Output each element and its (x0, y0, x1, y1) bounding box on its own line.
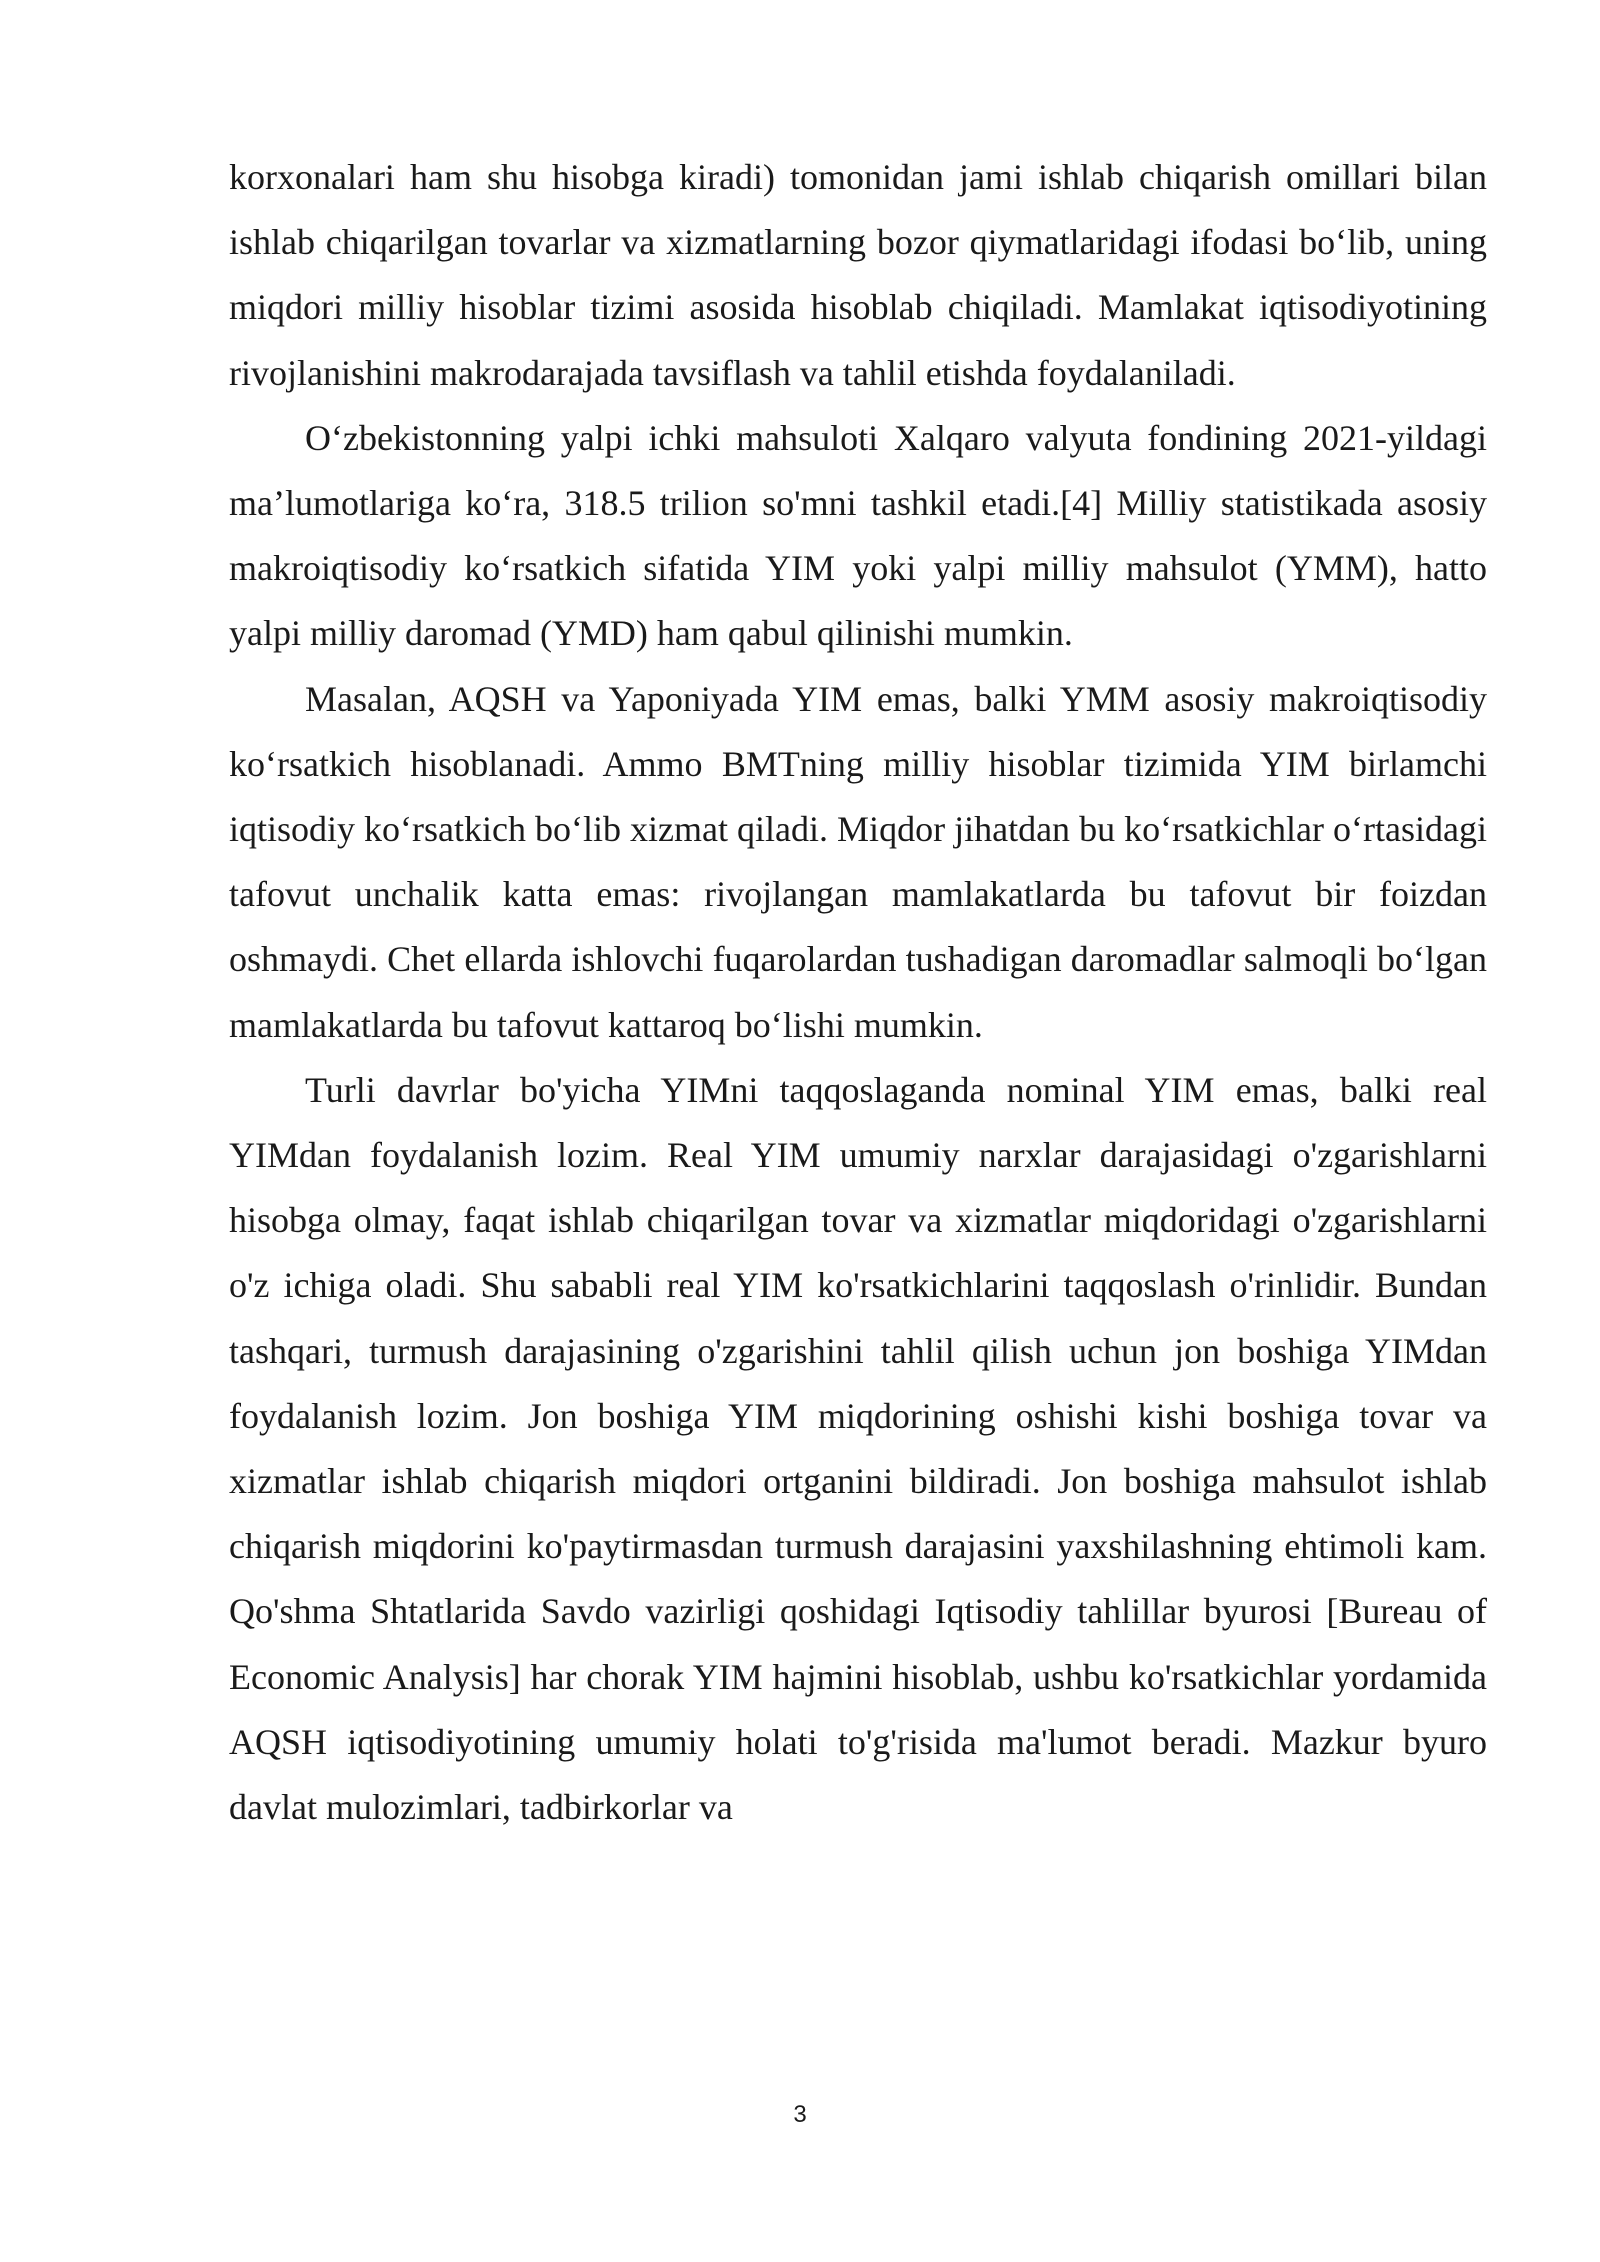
paragraph-continuation: korxonalari ham shu hisobga kiradi) tomonidan jami ishlab chiqarish omillari bilan ishlab chiqarilgan tovarlar va xizmatlarning bozor qiymatlaridagi ifodasi bo‘lib, uning miqdori milliy hisoblar tizimi asosida hisoblab chiqiladi. Mamlakat iqtisodiyotining rivojlanishini makrodarajada tavsiflash va tahlil etishda foydalaniladi. (229, 157, 1487, 393)
paragraph-gnp-comparison: Masalan, AQSH va Yaponiyada YIM emas, balki YMM asosiy makroiqtisodiy ko‘rsatkich hisoblanadi. Ammo BMTning milliy hisoblar tizimida YIM birlamchi iqtisodiy ko‘rsatkich bo‘lib xizmat qiladi. Miqdor jihatdan bu ko‘rsatkichlar o‘rtasidagi tafovut unchalik katta emas: rivojlangan mamlakatlarda bu tafovut bir foizdan oshmaydi. Chet ellarda ishlovchi fuqarolardan tushadigan daromadlar salmoqli bo‘lgan mamlakatlarda bu tafovut kattaroq bo‘lishi mumkin. (229, 678, 1487, 1045)
document-body (229, 145, 1487, 1840)
page-number: 3 (793, 2101, 807, 2128)
paragraph-gdp-uzbekistan: O‘zbekistonning yalpi ichki mahsuloti Xalqaro valyuta fondining 2021-yildagi ma’lumotlariga ko‘ra, 318.5 trilion so'mni tashkil etadi.[4] Milliy statistikada asosiy makroiqtisodiy ko‘rsatkich sifatida YIM yoki yalpi milliy mahsulot (YMM), hatto yalpi milliy daromad (YMD) ham qabul qilinishi mumkin. (229, 417, 1487, 654)
paragraph-real-gdp: Turli davrlar bo'yicha YIMni taqqoslaganda nominal YIM emas, balki real YIMdan foydalanish lozim. Real YIM umumiy narxlar darajasidagi o'zgarishlarni hisobga olmay, faqat ishlab chiqarilgan tovar va xizmatlar miqdoridagi o'zgarishlarni o'z ichiga oladi. Shu sababli real YIM ko'rsatkichlarini taqqoslash o'rinlidir. Bundan tashqari, turmush darajasining o'zgarishini tahlil qilish uchun jon boshiga YIMdan foydalanish lozim. Jon boshiga YIM miqdorining oshishi kishi boshiga tovar va xizmatlar ishlab chiqarish miqdori ortganini bildiradi. Jon boshiga mahsulot ishlab chiqarish miqdorini ko'paytirmasdan turmush darajasini yaxshilashning ehtimoli kam. Qo'shma Shtatlarida Savdo vazirligi qoshidagi Iqtisodiy tahlillar byurosi [Bureau of Economic Analysis] har chorak YIM hajmini hisoblab, ushbu ko'rsatkichlar yordamida AQSH iqtisodiyotining umumiy holati to'g'risida ma'lumot beradi. Mazkur byuro davlat mulozimlari, tadbirkorlar va (229, 1069, 1487, 1828)
